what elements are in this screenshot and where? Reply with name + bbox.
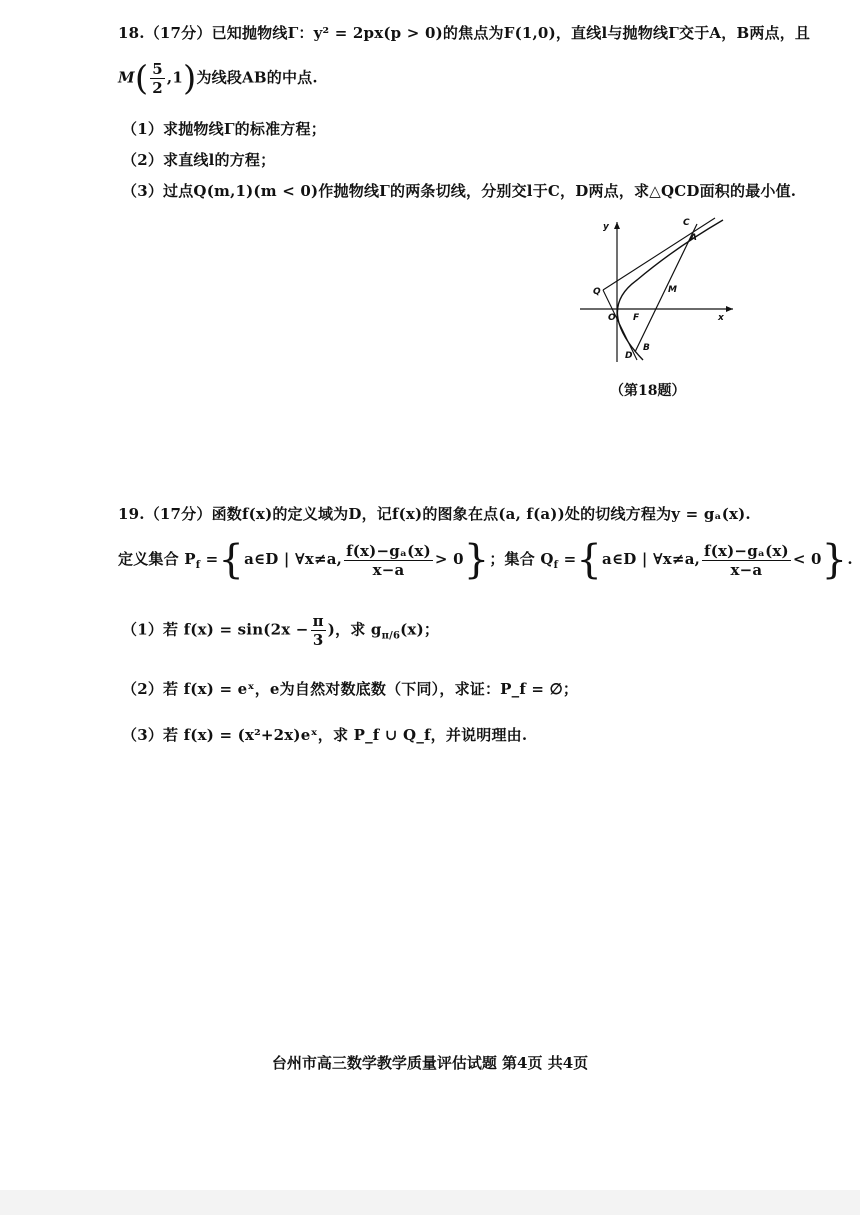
q18-stem-line1: 18.（17分）已知抛物线Γ：y² = 2px(p > 0)的焦点为F(1,0)，直线l与抛物线Γ交于A，B两点，且 (118, 24, 811, 42)
label-c: C (683, 218, 690, 228)
q18-figure (575, 212, 745, 372)
y-axis-arrow (614, 222, 620, 229)
q19-stem-line1: 19.（17分）函数f(x)的定义域为D，记f(x)的图象在点(a, f(a))处的切线方程为y = gₐ(x). (118, 505, 751, 523)
qf-fraction: $\frac{\text{f(x)−gₐ(x)}}{x-a}$ (704, 541, 789, 579)
pf-fraction: $\frac{\text{f(x)−gₐ(x)}}{x-a}$ (346, 541, 431, 579)
q18-stem-line2: M( $\frac{5}{2}$ ,1)为线段AB的中点. (118, 58, 318, 99)
pi-over-3-fraction: $\frac{\pi}{3}$ (312, 612, 324, 649)
line-l (635, 224, 697, 352)
q19-part3: （3）若 f(x) = (x²+2x)eˣ，求 P_f ∪ Q_f，并说明理由. (122, 726, 528, 744)
label-b: B (643, 343, 650, 353)
label-a: A (690, 233, 697, 243)
label-y: y (603, 222, 609, 232)
q19-part2: （2）若 f(x) = eˣ，e为自然对数底数（下同），求证：P_f = ∅； (122, 680, 579, 698)
midpoint-label: M (118, 68, 135, 87)
q18-part3: （3）过点Q(m,1)(m < 0)作抛物线Γ的两条切线，分别交l于C，D两点，求△QCD面积的最小值. (122, 182, 797, 200)
q18-part1: （1）求抛物线Γ的标准方程； (122, 120, 326, 138)
figure-caption: （第18题） (610, 383, 686, 399)
midpoint-text: 为线段AB的中点. (196, 68, 318, 87)
label-q: Q (593, 287, 601, 297)
q19-set-definition: 定义集合 $P_f$ ={a∈D | ∀x≠a, $\frac{\text{f(x)−gₐ(x)}}{x-a}$ > 0}；集合 $Q_f$ ={a∈D | ∀x≠a, $\frac{\text{f(x)−gₐ(x)}}{x-a}$ < 0}. (118, 537, 853, 583)
label-d: D (625, 351, 633, 361)
q18-part2: （2）求直线l的方程； (122, 151, 276, 169)
x-axis-arrow (726, 306, 733, 312)
label-o: O (608, 313, 616, 323)
label-x: x (718, 313, 724, 323)
label-m: M (668, 285, 677, 295)
page-bottom-edge (0, 1190, 860, 1215)
label-f: F (633, 313, 640, 323)
q19-part1: （1）若 f(x) = sin(2x − $\frac{\pi}{3}$ )，求 $g_{\pi/6}(x)$； (122, 612, 440, 649)
midpoint-x-fraction: $\frac{5}{2}$ (152, 60, 163, 97)
page-footer: 台州市高三数学教学质量评估试题 第4页 共4页 (271, 1054, 589, 1072)
